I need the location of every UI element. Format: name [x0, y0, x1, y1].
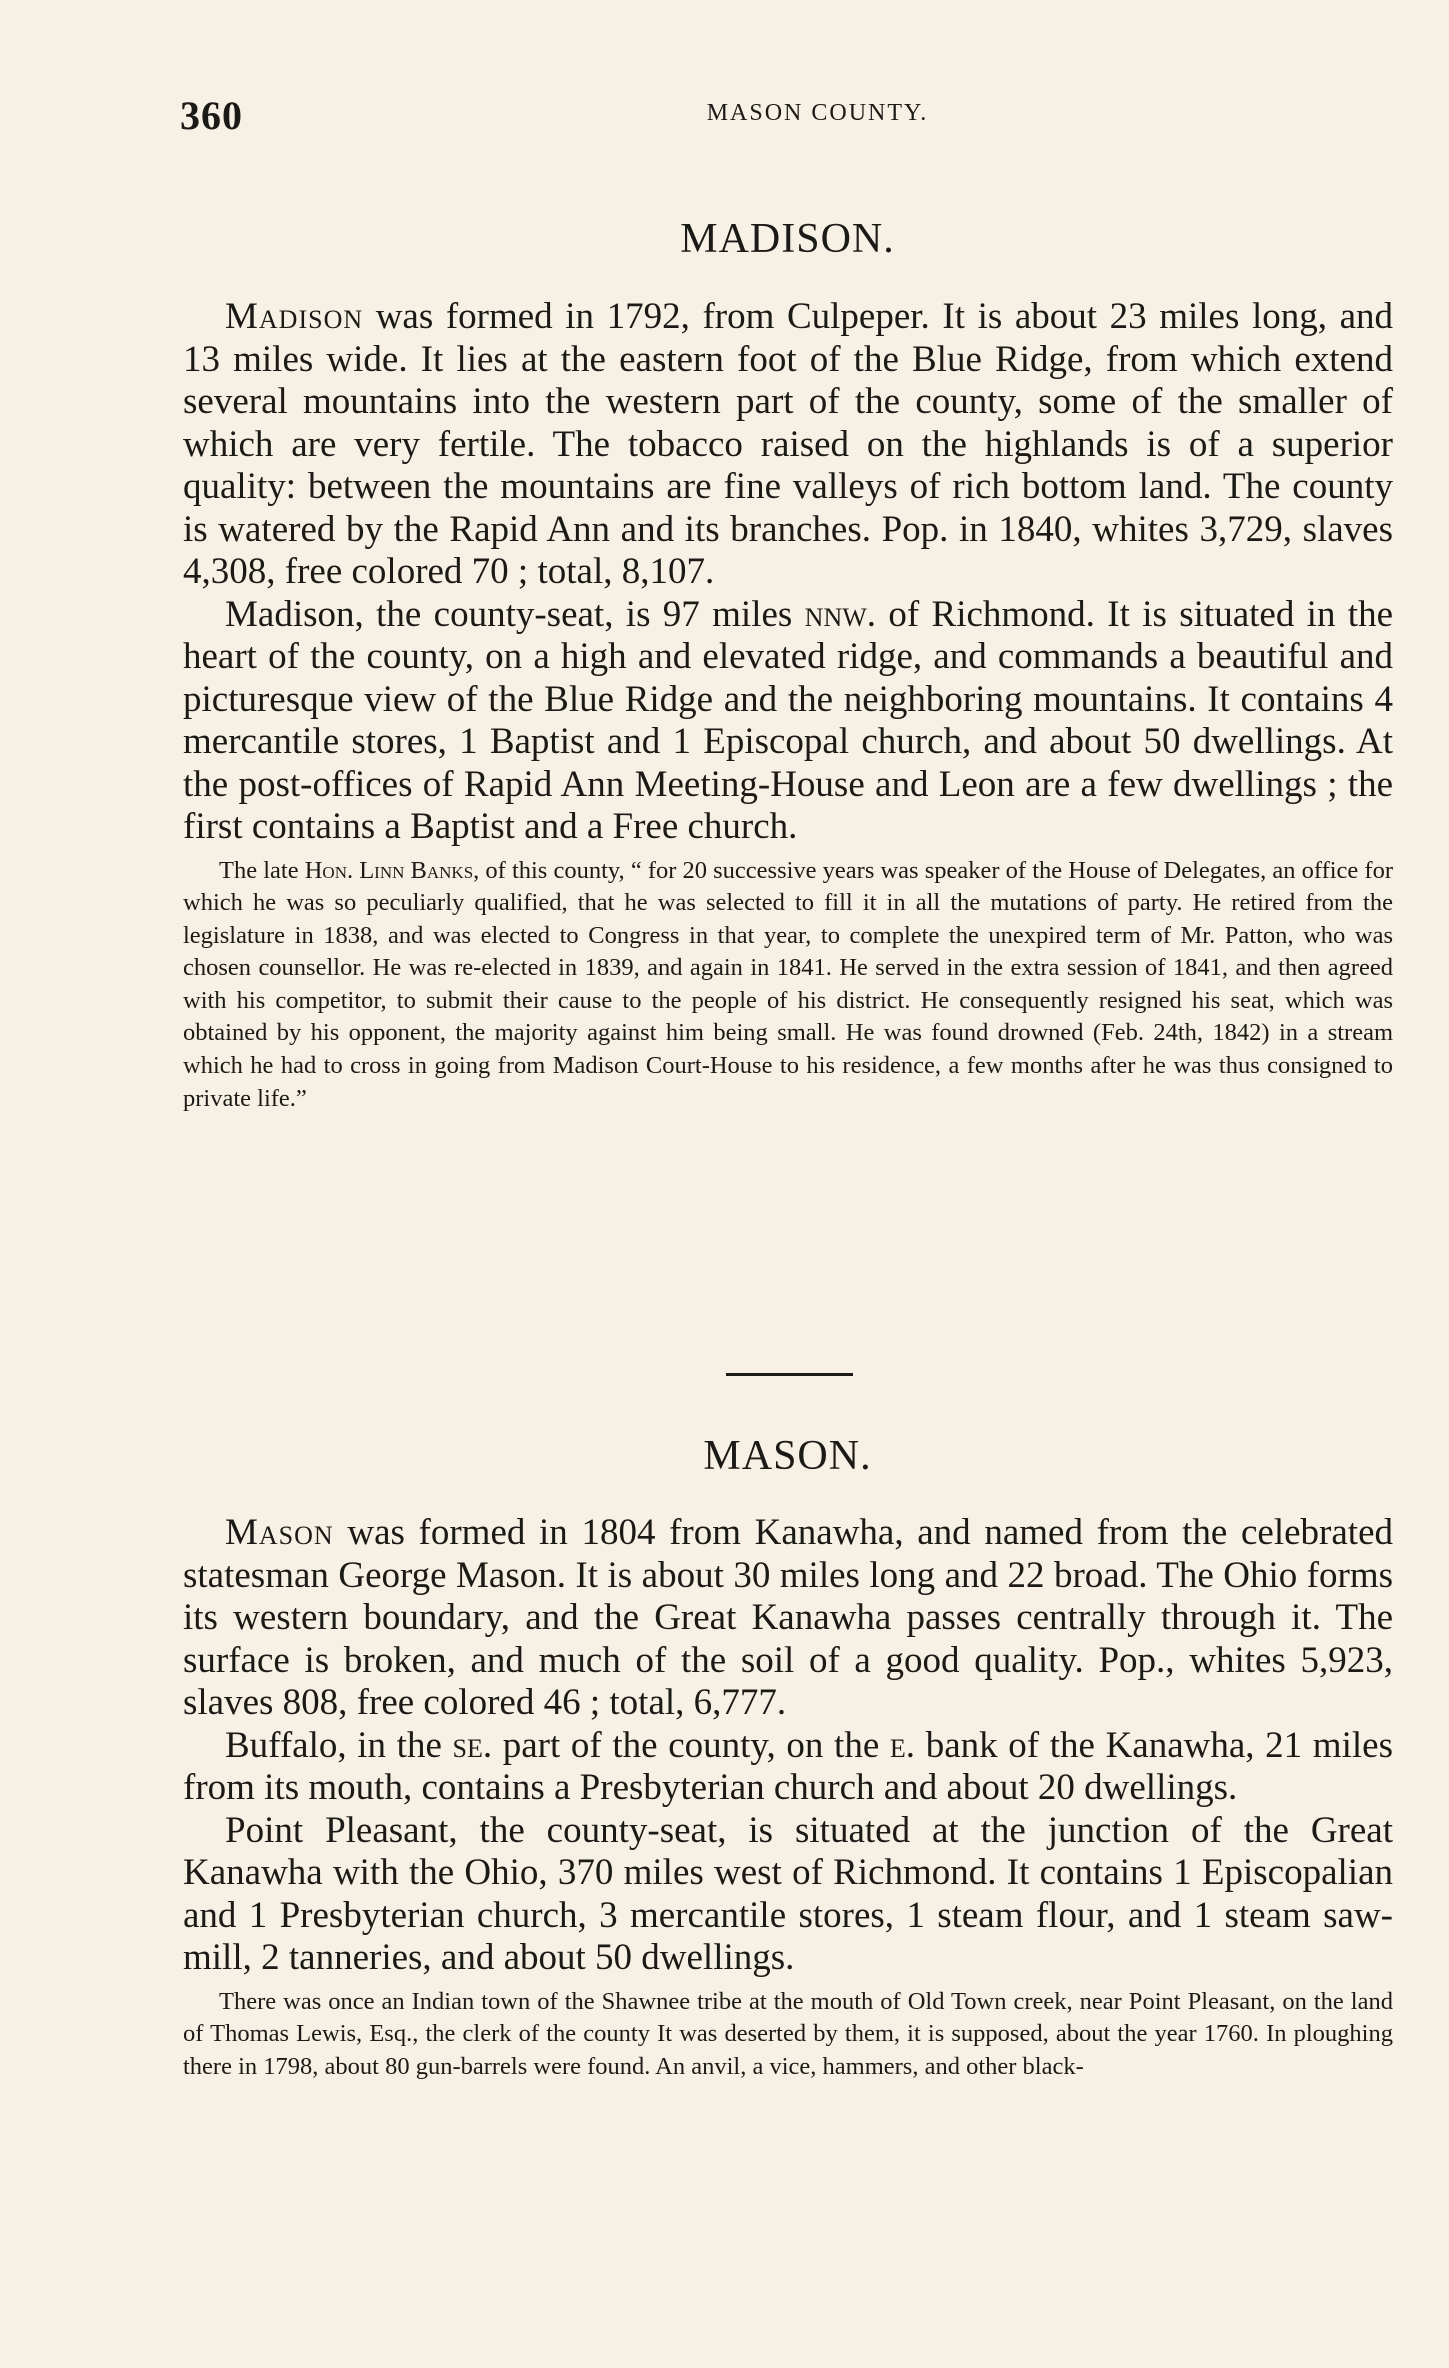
- madison-direction-abbrev: nnw.: [804, 593, 877, 635]
- section-divider: [726, 1373, 853, 1376]
- madison-footnote-name: Hon. Linn Banks: [304, 856, 474, 884]
- mason-heading: MASON.: [703, 1433, 872, 1479]
- mason-paragraph-1: [183, 1512, 1393, 1725]
- madison-section-body: [183, 296, 1393, 1115]
- madison-paragraph-2-text-a: Madison, the county-seat, is 97 miles: [225, 593, 805, 635]
- mason-paragraph-3: Point Pleasant, the county-seat, is situated at the junction of the Great Kanawha with the Ohio, 370 miles west of Richmond. It contains 1 Episcopalian and 1 Presbyterian church, 3 mercantile stores, 1 steam flour, and 1 steam saw-mill, 2 tanneries, and about 50 dwellings.: [183, 1809, 1393, 1978]
- madison-footnote-text-a: The late: [219, 856, 305, 884]
- mason-paragraph-1-text: was formed in 1804 from Kanawha, and named from the celebrated statesman George Mason. It is about 30 miles long and 22 broad. The Ohio forms its western boundary, and the Great Kanawha passes centrally through it. The surface is broken, and much of the soil of a good quality. Pop., whites 5,923, slaves 808, free colored 46 ; total, 6,777.: [183, 1512, 1393, 1723]
- madison-paragraph-1: [183, 296, 1393, 594]
- mason-paragraph-2-text-a: Buffalo, in the: [225, 1724, 453, 1766]
- mason-footnote: There was once an Indian town of the Shawnee tribe at the mouth of Old Town creek, near Point Pleasant, on the land of Thomas Lewis, Esq., the clerk of the county It was deserted by them, it is supposed, about the year 1760. In ploughing there in 1798, about 80 gun-barrels were found. An anvil, a vice, hammers, and other black-: [183, 1987, 1393, 2080]
- mason-section-body: [183, 1512, 1393, 2083]
- madison-footnote-text-b: , of this county, “ for 20 successive years was speaker of the House of Delegates, an office for which he was so peculiarly qualified, that he was selected to fill it in all the mutations of party. He retired from the legislature in 1838, and was elected to Congress in that year, to complete the unexpired term of Mr. Patton, who was chosen counsellor. He was re-elected in 1839, and again in 1841. He served in the extra session of 1841, and then agreed with his competitor, to submit their cause to the people of his district. He consequently resigned his seat, which was obtained by his opponent, the majority against him being small. He was found drowned (Feb. 24th, 1842) in a stream which he had to cross in going from Madison Court-House to his residence, a few months after he was thus consigned to private life.”: [183, 856, 1393, 1112]
- mason-direction-abbrev-2: e.: [889, 1724, 916, 1766]
- madison-paragraph-2-text-b: of Richmond. It is situated in the heart of the county, on a high and elevated ridge, and commands a beautiful and picturesque view of the Blue Ridge and the neighboring mountains. It contains 4 mercantile stores, 1 Baptist and 1 Episcopal church, and about 50 dwellings. At the post-offices of Rapid Ann Meeting-House and Leon are a few dwellings ; the first contains a Baptist and a Free church.: [183, 593, 1394, 847]
- mason-direction-abbrev-1: se.: [452, 1724, 493, 1766]
- mason-paragraph-2-text-c: bank of the Kanawha, 21 miles from its mouth, contains a Presbyterian church and about 20 dwellings.: [183, 1724, 1393, 1808]
- madison-footnote: [183, 855, 1393, 1116]
- madison-heading: MADISON.: [680, 216, 895, 262]
- mason-lead-word: Mason: [225, 1512, 334, 1553]
- madison-paragraph-2: [183, 594, 1393, 849]
- madison-paragraph-1-text: was formed in 1792, from Culpeper. It is about 23 miles long, and 13 miles wide. It lies at the eastern foot of the Blue Ridge, from which extend several mountains into the western part of the county, some of the smaller of which are very fertile. The tobacco raised on the highlands is of a superior quality: between the mountains are fine valleys of rich bottom land. The county is watered by the Rapid Ann and its branches. Pop. in 1840, whites 3,729, slaves 4,308, free colored 70 ; total, 8,107.: [183, 296, 1393, 592]
- running-head: [180, 92, 1395, 142]
- mason-paragraph-2: [183, 1725, 1393, 1810]
- page-number: 360: [180, 93, 243, 138]
- running-title: MASON COUNTY.: [706, 100, 929, 126]
- madison-lead-word: Madison: [225, 296, 364, 337]
- mason-paragraph-2-text-b: part of the county, on the: [492, 1724, 890, 1766]
